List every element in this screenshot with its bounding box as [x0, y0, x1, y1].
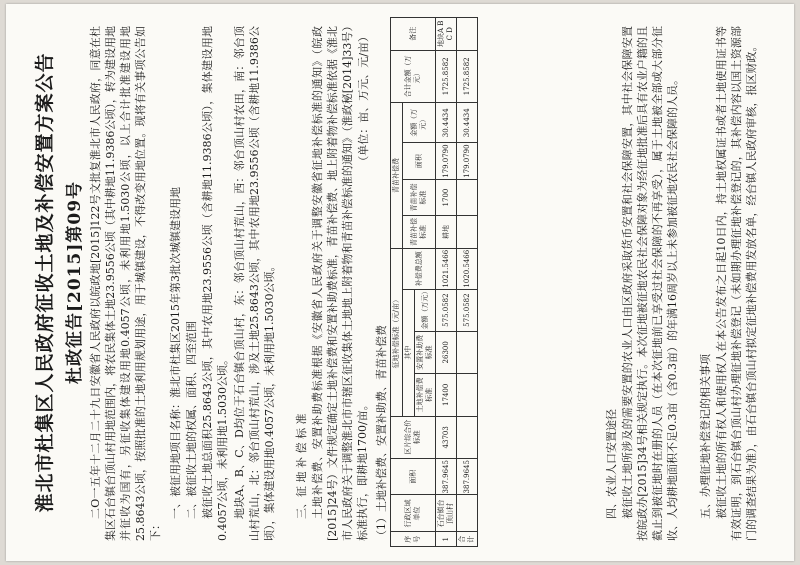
- col-crop-amount: 金额（万元）: [403, 103, 436, 143]
- table-unit-note: （单位：亩、万元、元/亩）: [357, 31, 370, 167]
- col-sum: 合计金额（万元）: [391, 50, 436, 103]
- land-boundary-paragraph: 地块A、B、C、D均位于石台镇台顶山村，东：邻台顶山村荒山，西：邻台顶山村农田，南：邻台顶山村荒山，北：邻台顶山村荒山，涉及土地25.8643公顷，其中农用地23.9556公顷（含耕地11.9386公顷），集体建设用地0.4057公顷，未利用地1.5030公顷。: [233, 26, 276, 541]
- cell: [457, 179, 478, 215]
- cell: 地块A B C D: [436, 18, 457, 51]
- cell: 1020.5466: [457, 248, 478, 289]
- section-4-heading: 四、农业人口安置途径: [605, 409, 618, 519]
- cell: 30.4434: [457, 103, 478, 143]
- col-std-amount: 金额（万元）: [415, 289, 436, 331]
- cell: [457, 416, 478, 458]
- col-crop-std: 青苗补偿标准: [403, 179, 436, 215]
- section-2-heading: 二、被征收土地的权属、面积、四至范围: [185, 321, 198, 519]
- compensation-standard-paragraph: 土地补偿费、安置补助费标准根据《安徽省人民政府关于调整安徽省征地补偿标准的通知》（皖政[2015]24号）文件规定确定土地补偿费和安置补助费标准，青苗补偿费、地上附着物补偿标准依据《淮北市人民政府关于调整淮北市市辖区征收集体土地地上附着物和青苗补偿标准的通知》（淮政秘[2014]33号）标准执行，即耕地1700/亩。: [311, 26, 369, 541]
- col-crop: 青苗补偿标准: [403, 216, 436, 249]
- cell: 1021.5466: [436, 248, 457, 289]
- cell: 179.0790: [436, 143, 457, 179]
- col-land-std: 土地补偿费标准: [415, 374, 436, 416]
- cell: 387.9645: [436, 459, 457, 495]
- col-note: 备注: [391, 18, 436, 51]
- cell: 17400: [436, 374, 457, 416]
- cell: 1: [436, 532, 457, 547]
- section-3-heading: 三、征 地 补 偿 标 准: [295, 413, 308, 519]
- col-subgroup: 其中: [403, 289, 415, 416]
- compensation-table: [390, 17, 478, 547]
- col-total-comp: 补偿费总额: [403, 248, 436, 289]
- cell: 石台镇台顶山村: [436, 495, 457, 532]
- announcement-number: 杜政征告[2015]第09号: [65, 180, 85, 385]
- col-group-young-crop: 青苗补偿费: [391, 103, 403, 249]
- section-4-paragraph: 被征收土地所涉及的需要安置的农业人口由区政府采取货币安置和社会保障安置，其中社会保障安置按皖政办[2015]34号相关规定执行。本次征地被征地农民社会保障对象为经征地批准后具有农业户籍的且截止到被征地时在册的人员（在本次征地前已享受过社会保障的不再享受），属于土地被全部或大部分征收、人均耕地面积不足0.3亩（含0.3亩）的年满16周岁以上未参加被征地农民社会保障的人员。: [621, 26, 679, 541]
- cell: 30.4434: [436, 103, 457, 143]
- cell: 179.0790: [457, 143, 478, 179]
- cell: [457, 18, 478, 51]
- col-index: 序号: [391, 532, 436, 547]
- section-5-heading: 五、办理征地补偿登记的相关事项: [699, 354, 712, 519]
- cell: 43703: [436, 416, 457, 458]
- intro-paragraph: 二O一五年十二月二十九日安徽省人民政府以皖政地[2015]122号文批复淮北市人民政府，同意在杜集区石台镇台顶山村用地范围内，将农民集体土地23.9556公顷（其中耕地11.9386公顷），转为建设用地并征收为国有，另征收集体建设用地0.4057公顷，未利用地1.5030公顷，以上合计批准建设用地25.8643公顷，按照批准的土地利用规划用途，用于城镇建设，不得改变用地位置。现将有关事项公告如下：: [89, 26, 162, 541]
- cell: 387.9645: [457, 459, 478, 495]
- table-row: [436, 18, 457, 547]
- land-area-paragraph: 被征收土地总面积25.8643公顷，其中农用地23.9556公顷（含耕地11.9386公顷），集体建设用地0.4057公顷，未利用地1.5030公顷。: [201, 26, 229, 541]
- cell: 1725.8582: [457, 50, 478, 103]
- cell: [457, 495, 478, 532]
- cell: 合计: [457, 532, 478, 547]
- cell: 575.0582: [436, 289, 457, 331]
- section-5-paragraph: 被征收土地的所有权人和使用权人在本公告发布之日起10日内，持土地权属证书或者土地使用证书等有效证明，到石台镇台顶山村办理征地补偿登记（未如期办理征地补偿登记的，其补偿内容以国土资源部门的调查结果为准），由石台镇台顶山村拟定征地补偿费用发放名单，经台镇人民政府审核，报区财政。: [715, 26, 758, 541]
- cell: [457, 331, 478, 373]
- cell: 耕地: [436, 216, 457, 249]
- document-sheet: [6, 4, 794, 561]
- cell: [457, 374, 478, 416]
- col-zone-price: 区片综合价标准: [391, 416, 436, 458]
- rotated-page: [6, 4, 794, 561]
- announcement-title: 淮北市杜集区人民政府征收土地及补偿安置方案公告: [34, 52, 56, 513]
- cell: [457, 216, 478, 249]
- cell: 575.0582: [457, 289, 478, 331]
- col-group-standard: 征地补偿标准（元/亩）: [391, 248, 403, 416]
- cell: 1700: [436, 179, 457, 215]
- table-caption: （1）土地补偿费、安置补助费、青苗补偿费: [375, 325, 388, 541]
- col-area: 面积: [391, 459, 436, 495]
- col-settle-std: 安置补助费标准: [415, 331, 436, 373]
- cell: 26300: [436, 331, 457, 373]
- col-unit: 行政区域单位: [391, 495, 436, 532]
- col-crop-area: 面积: [403, 143, 436, 179]
- cell: 1725.8582: [436, 50, 457, 103]
- section-1-project-name: 一、被征用地项目名称：淮北市杜集区2015年第3批次城镇建设用地: [169, 187, 182, 519]
- table-row: [457, 18, 478, 547]
